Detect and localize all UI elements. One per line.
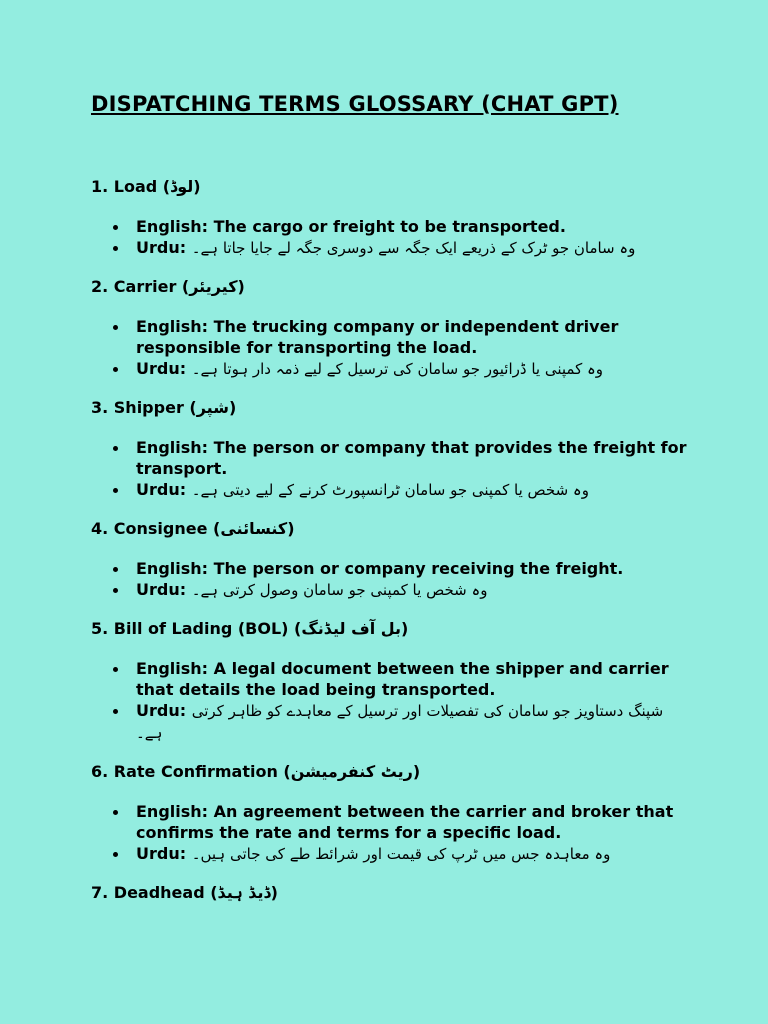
term-heading-shipper: 3. Shipper (شپر) (91, 398, 237, 417)
urdu-definition (91, 579, 691, 601)
urdu-definition (91, 843, 691, 865)
urdu-definition (91, 479, 691, 501)
urdu-label: Urdu: (136, 580, 187, 599)
urdu-label: Urdu: (136, 480, 187, 499)
urdu-text: وہ کمپنی یا ڈرائیور جو سامان کی ترسیل کے لیے ذمہ دار ہوتا ہے۔ (191, 360, 604, 378)
term-heading-rate-confirmation: 6. Rate Confirmation (ریٹ کنفرمیشن) (91, 762, 421, 781)
english-definition: English: The person or company receiving the freight. (91, 558, 691, 579)
term-details-rate-confirmation (91, 801, 691, 865)
urdu-text: وہ سامان جو ٹرک کے ذریعے ایک جگہ سے دوسری جگہ لے جایا جاتا ہے۔ (191, 239, 636, 257)
english-definition: English: The person or company that provides the freight for transport. (91, 437, 691, 479)
term-heading-consignee: 4. Consignee (کنسائنی) (91, 519, 295, 538)
urdu-text: وہ شخص یا کمپنی جو سامان وصول کرتی ہے۔ (191, 581, 488, 599)
urdu-text: شپنگ دستاویز جو سامان کی تفصیلات اور ترسیل کے معاہدے کو ظاہر کرتی ہے۔ (136, 702, 664, 742)
english-definition: English: A legal document between the shipper and carrier that details the load being transported. (91, 658, 691, 700)
urdu-text: وہ معاہدہ جس میں ٹرپ کی قیمت اور شرائط طے کی جاتی ہیں۔ (191, 845, 611, 863)
page-title: DISPATCHING TERMS GLOSSARY (CHAT GPT) (91, 92, 619, 116)
urdu-definition (91, 358, 691, 380)
urdu-label: Urdu: (136, 701, 187, 720)
term-details-consignee (91, 558, 691, 601)
urdu-label: Urdu: (136, 238, 187, 257)
english-definition: English: An agreement between the carrier and broker that confirms the rate and terms for a specific load. (91, 801, 691, 843)
urdu-definition (91, 237, 691, 259)
term-heading-bill-of-lading: 5. Bill of Lading (BOL) (بل آف لیڈنگ) (91, 619, 409, 638)
english-definition: English: The cargo or freight to be transported. (91, 216, 691, 237)
term-details-carrier (91, 316, 691, 380)
urdu-text: وہ شخص یا کمپنی جو سامان ٹرانسپورٹ کرنے کے لیے دیتی ہے۔ (191, 481, 589, 499)
english-definition: English: The trucking company or independent driver responsible for transporting the load. (91, 316, 691, 358)
urdu-definition (91, 700, 691, 744)
term-heading-carrier: 2. Carrier (کیریئر) (91, 277, 245, 296)
term-details-load (91, 216, 691, 259)
term-details-shipper (91, 437, 691, 501)
term-heading-load: 1. Load (لوڈ) (91, 177, 201, 196)
urdu-label: Urdu: (136, 844, 187, 863)
term-heading-deadhead: 7. Deadhead (ڈیڈ ہیڈ) (91, 883, 278, 902)
glossary-list (91, 176, 691, 922)
urdu-label: Urdu: (136, 359, 187, 378)
term-details-bill-of-lading (91, 658, 691, 744)
